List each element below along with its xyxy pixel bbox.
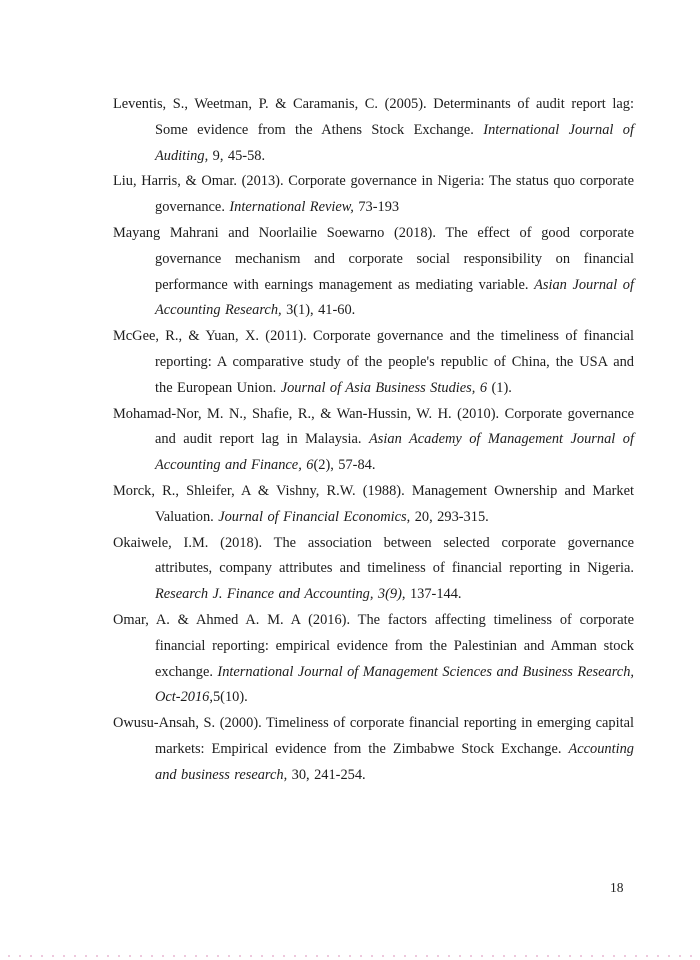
reference-text: Mohamad-Nor, M. N., Shafie, R., & Wan-Hussin, W. H. (2010). Corporate governance and audit report lag in Malaysia. <box>113 405 634 448</box>
references-list <box>113 92 634 789</box>
reference-text: , 137-144. <box>401 586 462 603</box>
reference-entry <box>113 221 634 324</box>
reference-text: Leventis, S., Weetman, P. & Caramanis, C. (2005). Determinants of audit report lag: Some evidence from the Athens Stock Exchange. <box>113 96 634 138</box>
page-number: 18 <box>610 880 624 895</box>
reference-journal-title: Asian Academy of Management Journal of Accounting and Finance, 6 <box>155 431 634 474</box>
reference-text: ,5(10). <box>209 689 248 706</box>
reference-text: (2), 57-84. <box>313 457 376 474</box>
reference-text: Omar, A. & Ahmed A. M. A (2016). The factors affecting timeliness of corporate financial reporting: empirical evidence from the Palestinian and Amman stock exchange. <box>113 611 634 680</box>
reference-text: 9, 45-58. <box>208 147 266 164</box>
reference-text: Okaiwele, I.M. (2018). The association between selected corporate governance attributes, company attributes and timeliness of financial reporting in Nigeria. <box>113 534 634 577</box>
reference-journal-title: Research J. Finance and Accounting, 3(9) <box>155 586 402 603</box>
page-bottom-dotted-divider <box>8 955 698 957</box>
reference-entry <box>113 711 634 788</box>
reference-entry <box>113 531 634 608</box>
reference-text: (1). <box>487 379 512 396</box>
reference-journal-title: International Journal of Management Sciences and Business Research, Oct-2016 <box>155 663 634 706</box>
reference-entry <box>113 92 634 169</box>
reference-text: , 20, 293-315. <box>406 508 489 525</box>
reference-text: , 30, 241-254. <box>283 766 366 783</box>
reference-text: 73-193 <box>353 199 400 216</box>
reference-text: 3(1), 41-60. <box>281 302 356 319</box>
reference-journal-title: Accounting and business research <box>155 740 634 783</box>
reference-journal-title: Asian Journal of Accounting Research, <box>155 276 634 319</box>
reference-journal-title: International Journal of Auditing, <box>155 121 634 164</box>
reference-text: Morck, R., Shleifer, A & Vishny, R.W. (1988). Management Ownership and Market Valuation. <box>113 482 634 525</box>
reference-entry <box>113 169 634 221</box>
reference-entry <box>113 324 634 401</box>
reference-entry <box>113 608 634 711</box>
reference-entry <box>113 402 634 479</box>
reference-journal-title: Journal of Asia Business Studies, 6 <box>280 379 488 396</box>
reference-journal-title: Journal of Financial Economics <box>218 508 407 525</box>
reference-text: Liu, Harris, & Omar. (2013). Corporate governance in Nigeria: The status quo corporate governance. <box>113 173 634 216</box>
reference-text: Owusu-Ansah, S. (2000). Timeliness of corporate financial reporting in emerging capital markets: Empirical evidence from the Zimbabwe Stock Exchange. <box>113 715 634 757</box>
reference-entry <box>113 479 634 531</box>
reference-text: McGee, R., & Yuan, X. (2011). Corporate governance and the timeliness of financial reporting: A comparative study of the people's republic of China, the USA and the European Union. <box>113 328 634 396</box>
reference-text: Mayang Mahrani and Noorlailie Soewarno (2018). The effect of good corporate governance mechanism and corporate social responsibility on financial performance with earnings management as mediating variable. <box>113 224 634 293</box>
reference-journal-title: International Review, <box>229 199 354 216</box>
